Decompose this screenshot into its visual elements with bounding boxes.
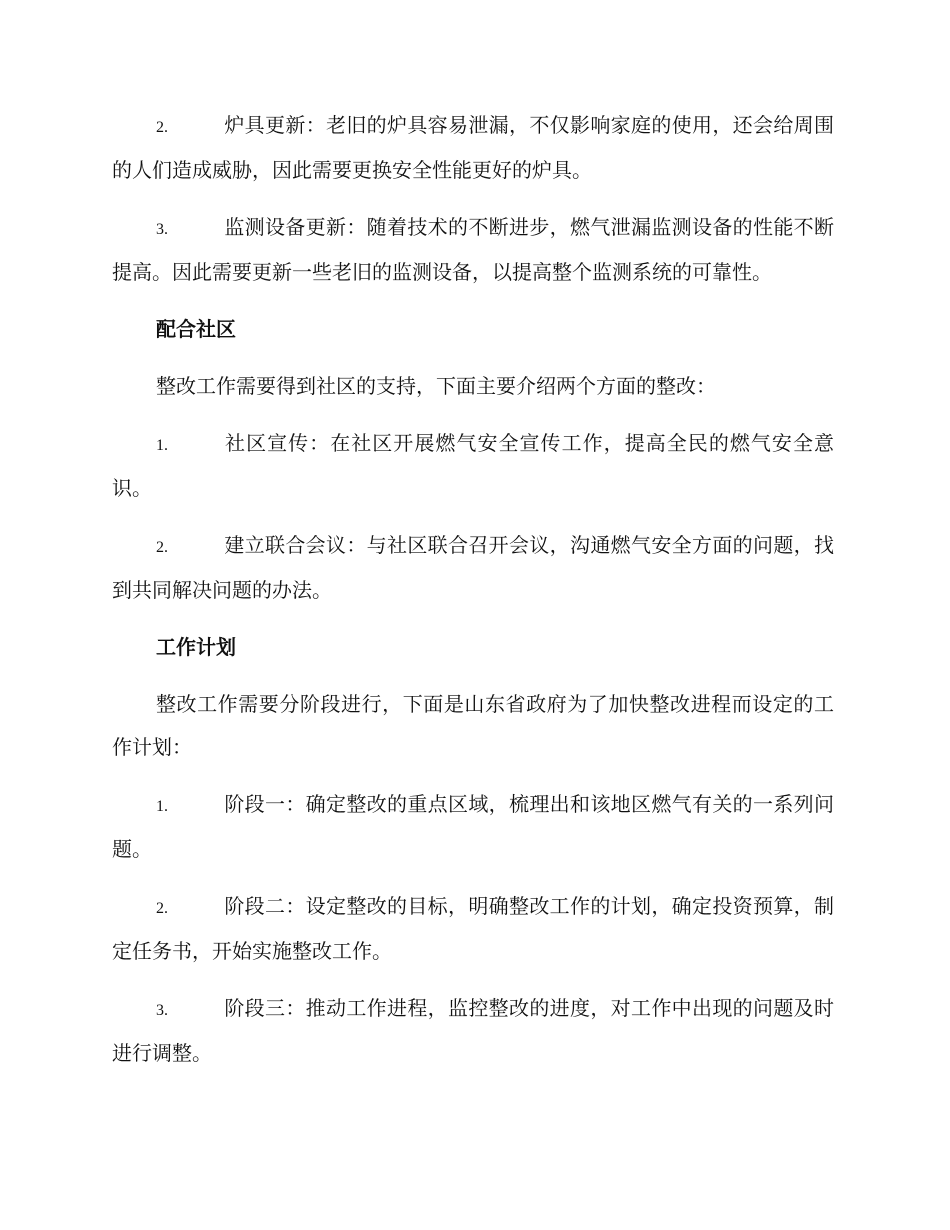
list-number: 2. [156,900,168,917]
list-item-monitor-update [112,206,834,294]
list-item-text: 阶段一：确定整改的重点区域，梳理出和该地区燃气有关的一系列问题。 [112,792,834,861]
work-plan-intro-paragraph: 整改工作需要分阶段进行，下面是山东省政府为了加快整改进程而设定的工作计划： [112,692,834,759]
list-item-stove-update [112,104,834,192]
list-number: 2. [156,539,168,556]
list-item-joint-meeting [112,524,834,612]
section-heading-community: 配合社区 [156,317,236,341]
document-body [112,104,834,1089]
list-item-text: 建立联合会议：与社区联合召开会议，沟通燃气安全方面的问题，找到共同解决问题的办法。 [112,533,834,602]
list-item-stage-three [112,987,834,1075]
list-number: 2. [156,119,168,136]
list-number: 3. [156,1002,168,1019]
section-heading-work-plan: 工作计划 [156,635,236,659]
list-number: 1. [156,798,168,815]
list-item-stage-two [112,885,834,973]
list-item-text: 阶段二：设定整改的目标，明确整改工作的计划，确定投资预算，制定任务书，开始实施整改工作。 [112,894,834,963]
list-item-text: 监测设备更新：随着技术的不断进步，燃气泄漏监测设备的性能不断提高。因此需要更新一些老旧的监测设备，以提高整个监测系统的可靠性。 [112,215,834,284]
list-number: 3. [156,221,168,238]
list-item-text: 炉具更新：老旧的炉具容易泄漏，不仅影响家庭的使用，还会给周围的人们造成威胁，因此需要更换安全性能更好的炉具。 [112,113,834,182]
list-item-stage-one [112,783,834,871]
community-intro-paragraph: 整改工作需要得到社区的支持，下面主要介绍两个方面的整改： [156,374,716,398]
list-item-community-promotion [112,422,834,510]
list-number: 1. [156,437,168,454]
list-item-text: 阶段三：推动工作进程，监控整改的进度，对工作中出现的问题及时进行调整。 [112,996,834,1065]
list-item-text: 社区宣传：在社区开展燃气安全宣传工作，提高全民的燃气安全意识。 [112,431,834,500]
